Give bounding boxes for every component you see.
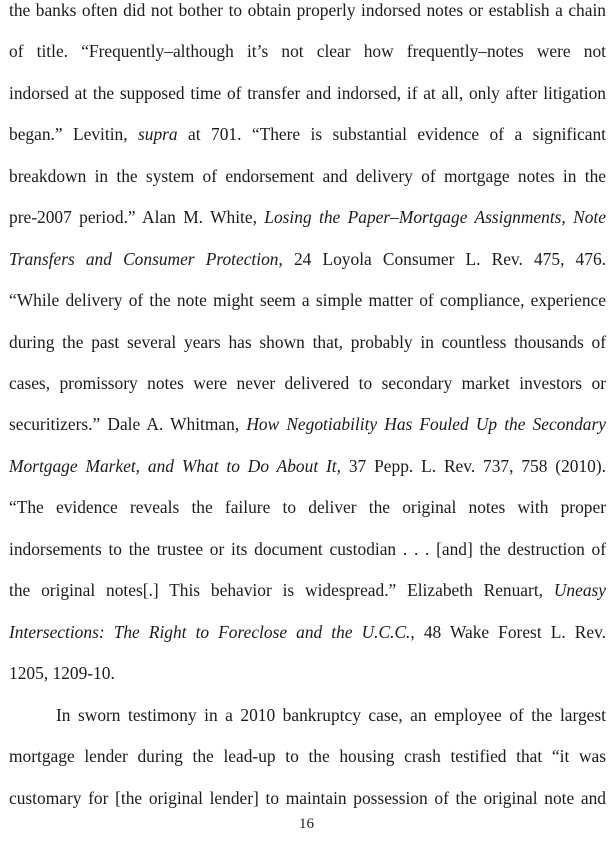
italic-citation-text: Mortgage Market, and What to Do About It	[9, 456, 337, 476]
text-line	[9, 456, 606, 476]
text-line	[9, 414, 606, 434]
text-line	[9, 497, 606, 517]
text-line	[9, 746, 606, 766]
text-line	[9, 290, 606, 310]
text-line	[9, 249, 606, 269]
body-text: securitizers.” Dale A. Whitman,	[9, 414, 247, 434]
page-number: 16	[299, 816, 314, 832]
text-line	[56, 705, 606, 725]
body-text: indorsements to the trustee or its document custodian . . . [and] the destruction of	[9, 539, 606, 559]
body-text: began.” Levitin,	[9, 124, 138, 144]
text-line	[9, 207, 606, 227]
body-text: the original notes[.] This behavior is widespread.” Elizabeth Renuart,	[9, 580, 554, 600]
body-text: indorsed at the supposed time of transfer and indorsed, if at all, only after litigation	[9, 83, 606, 103]
body-text: customary for [the original lender] to maintain possession of the original note and	[9, 788, 606, 808]
text-line	[9, 788, 606, 808]
body-text: In sworn testimony in a 2010 bankruptcy case, an employee of the largest	[56, 705, 606, 725]
text-line	[9, 373, 606, 393]
text-line	[9, 0, 606, 20]
italic-citation-text: Intersections: The Right to Foreclose and the U.C.C.	[9, 622, 411, 642]
body-text: “While delivery of the note might seem a simple matter of compliance, experience	[9, 290, 606, 310]
italic-citation-text: supra	[138, 124, 178, 144]
body-text: at 701. “There is substantial evidence of a significant	[177, 124, 606, 144]
text-line	[9, 332, 606, 352]
italic-citation-text: Transfers and Consumer Protection	[9, 249, 279, 269]
body-text: 1205, 1209-10.	[9, 663, 115, 683]
body-text: mortgage lender during the lead-up to the housing crash testified that “it was	[9, 746, 606, 766]
text-line	[9, 622, 606, 642]
body-text: cases, promissory notes were never delivered to secondary market investors or	[9, 373, 606, 393]
text-line	[9, 41, 606, 61]
body-text: during the past several years has shown that, probably in countless thousands of	[9, 332, 606, 352]
body-text: pre-2007 period.” Alan M. White,	[9, 207, 265, 227]
text-line	[9, 539, 606, 559]
italic-citation-text: Losing the Paper–Mortgage Assignments, Note	[264, 207, 606, 227]
body-text: the banks often did not bother to obtain properly indorsed notes or establish a chain	[9, 0, 606, 20]
italic-citation-text: How Negotiability Has Fouled Up the Secondary	[246, 414, 606, 434]
body-text: of title. “Frequently–although it’s not clear how frequently–notes were not	[9, 41, 606, 61]
body-text: , 24 Loyola Consumer L. Rev. 475, 476.	[278, 249, 606, 269]
text-line	[9, 580, 606, 600]
body-text: , 37 Pepp. L. Rev. 737, 758 (2010).	[336, 456, 606, 476]
italic-citation-text: Uneasy	[553, 580, 606, 600]
body-text: breakdown in the system of endorsement and delivery of mortgage notes in the	[9, 166, 606, 186]
text-line	[9, 83, 606, 103]
text-line	[9, 124, 606, 144]
body-text: , 48 Wake Forest L. Rev.	[410, 622, 606, 642]
text-line	[9, 166, 606, 186]
body-text: “The evidence reveals the failure to deliver the original notes with proper	[9, 497, 606, 517]
text-line	[9, 663, 606, 683]
